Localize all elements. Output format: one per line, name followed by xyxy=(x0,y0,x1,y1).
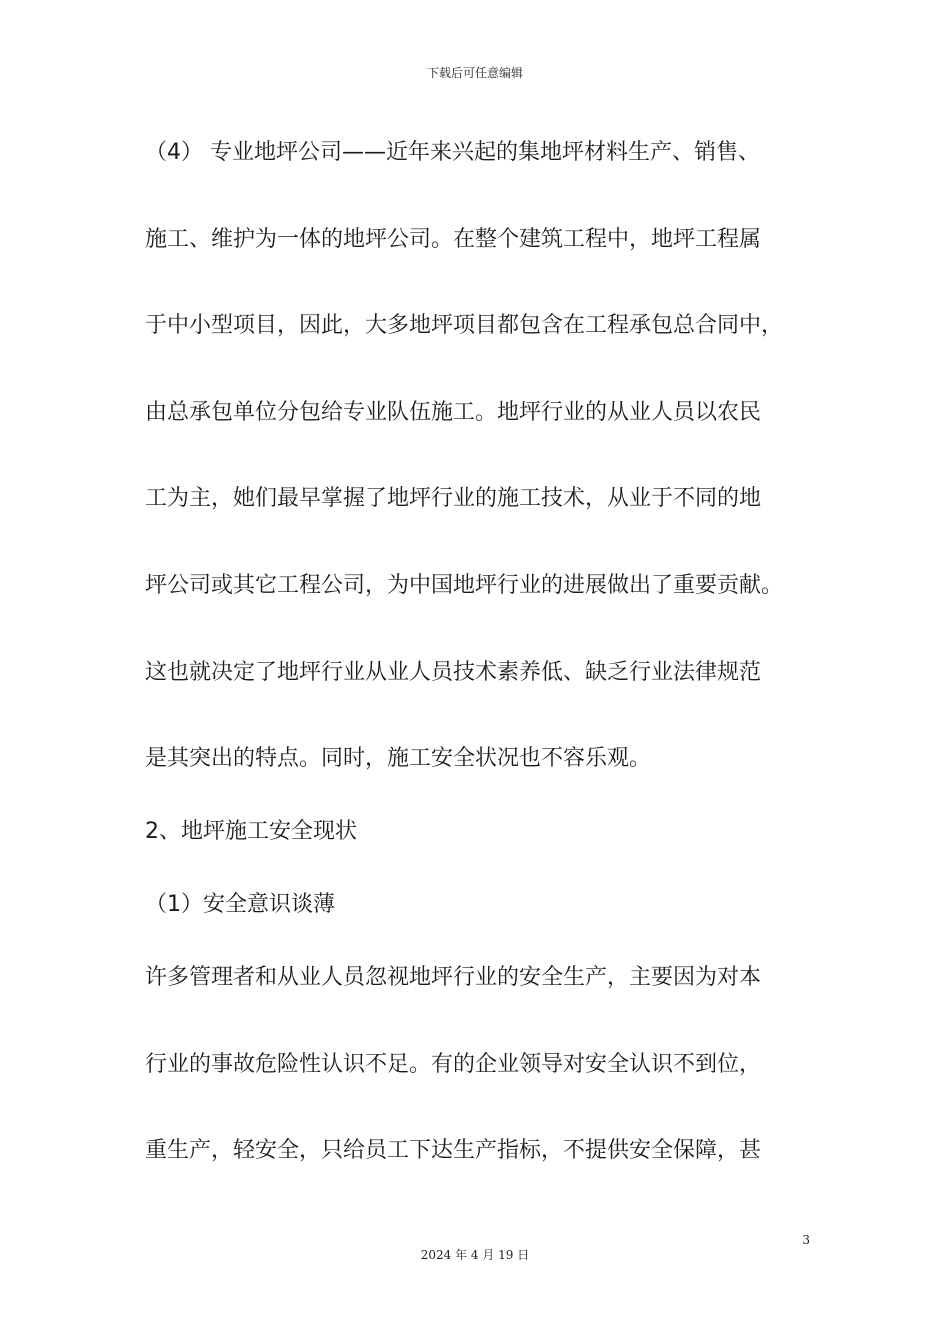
body-line-1: （4） 专业地坪公司——近年来兴起的集地坪材料生产、销售、 xyxy=(145,140,760,165)
page-number: 3 xyxy=(802,1233,810,1247)
body-line-12: 行业的事故危险性认识不足。有的企业领导对安全认识不到位， xyxy=(145,1052,762,1077)
body-line-13: 重生产，轻安全，只给员工下达生产指标，不提供安全保障，甚 xyxy=(145,1138,762,1163)
subsection-heading: （1）安全意识谈薄 xyxy=(145,892,335,917)
section-heading: 2、地坪施工安全现状 xyxy=(145,819,357,844)
body-line-6: 坪公司或其它工程公司，为中国地坪行业的进展做出了重要贡献。 xyxy=(145,573,784,598)
body-line-5: 工为主，她们最早掌握了地坪行业的施工技术，从业于不同的地 xyxy=(145,486,762,511)
body-line-11: 许多管理者和从业人员忽视地坪行业的安全生产，主要因为对本 xyxy=(145,965,762,990)
body-line-8: 是其突出的特点。同时，施工安全状况也不容乐观。 xyxy=(145,746,652,771)
page-header: 下载后可任意编辑 xyxy=(426,66,523,80)
body-line-3: 于中小型项目，因此，大多地坪项目都包含在工程承包总合同中， xyxy=(145,313,784,338)
footer-date: 2024 年 4 月 19 日 xyxy=(420,1248,530,1262)
body-line-4: 由总承包单位分包给专业队伍施工。地坪行业的从业人员以农民 xyxy=(145,400,762,425)
body-line-2: 施工、维护为一体的地坪公司。在整个建筑工程中，地坪工程属 xyxy=(145,227,762,252)
body-line-7: 这也就决定了地坪行业从业人员技术素养低、缺乏行业法律规范 xyxy=(145,660,762,685)
